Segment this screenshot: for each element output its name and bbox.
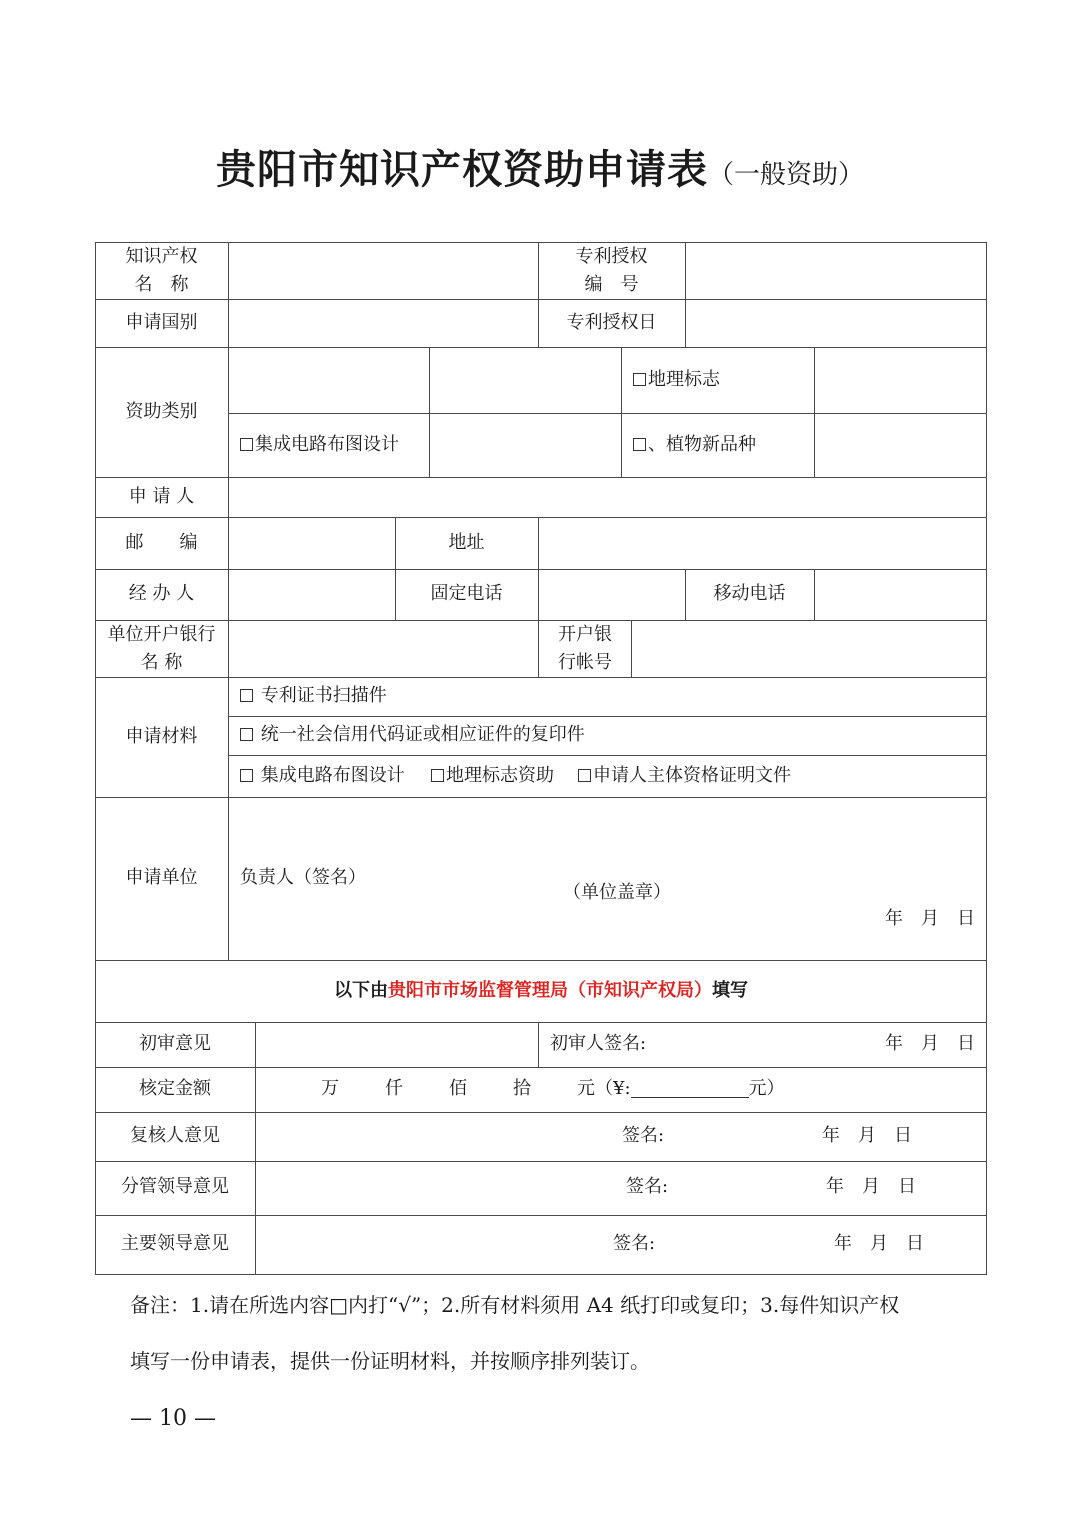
checkbox-icon[interactable] <box>240 689 253 702</box>
unit-label: 申请单位 <box>125 867 198 888</box>
checkbox-icon[interactable] <box>431 769 444 782</box>
mobile-field[interactable] <box>815 570 986 619</box>
amount-yuan-figure: 元（¥: 元） <box>577 1078 785 1099</box>
country-label: 申请国别 <box>125 312 198 333</box>
unit-date: 年 月 日 <box>885 908 975 929</box>
initial-date: 年 月 日 <box>885 1033 975 1054</box>
deputy-leader-label: 分管领导意见 <box>121 1176 229 1197</box>
patent-number-field[interactable] <box>686 243 986 298</box>
grant-date-label: 专利授权日 <box>566 312 657 333</box>
chief-leader-sign[interactable]: 签名: <box>613 1233 656 1254</box>
address-field[interactable] <box>539 518 986 568</box>
note-line-1: 备注：1.请在所选内容□内打“√”；2.所有材料须用 A4 纸打印或复印；3.每件知识产权 <box>130 1293 900 1317</box>
applicant-field[interactable] <box>229 478 986 516</box>
material-ic-design[interactable]: 集成电路布图设计 <box>240 762 405 790</box>
checkbox-icon[interactable] <box>633 373 646 386</box>
funding-type-label: 资助类别 <box>125 401 198 422</box>
initial-signer-label: 初审人签名: <box>550 1033 647 1054</box>
ip-name-field[interactable] <box>229 243 537 298</box>
material-qualification[interactable]: 申请人主体资格证明文件 <box>578 762 791 790</box>
amount-unit-shi: 拾 <box>513 1078 531 1099</box>
checkbox-icon[interactable] <box>633 438 646 451</box>
application-form-table <box>95 242 987 1275</box>
amount-unit-bai: 佰 <box>449 1078 467 1099</box>
form-title <box>0 138 1080 195</box>
postcode-field[interactable] <box>229 518 394 568</box>
bank-account-label: 开户银 行帐号 <box>558 623 612 673</box>
postcode-label: 邮 编 <box>125 532 198 553</box>
bank-name-field[interactable] <box>229 621 537 676</box>
deputy-leader-sign[interactable]: 签名: <box>626 1176 669 1197</box>
material-geo-indication[interactable]: 地理标志资助 <box>431 762 554 790</box>
funding-option-ic[interactable]: 集成电路布图设计 <box>240 431 399 459</box>
reviewer-date: 年 月 日 <box>822 1125 912 1146</box>
grant-date-field[interactable] <box>686 300 986 346</box>
amount-input[interactable] <box>631 1077 749 1098</box>
unit-seal: （单位盖章） <box>563 882 671 903</box>
amount-unit-qian: 仟 <box>385 1078 403 1099</box>
mobile-label: 移动电话 <box>713 583 786 604</box>
chief-leader-date: 年 月 日 <box>834 1233 924 1254</box>
country-field[interactable] <box>229 300 537 346</box>
checkbox-icon[interactable] <box>240 438 253 451</box>
bank-name-label: 单位开户银行 名 称 <box>107 623 216 673</box>
material-patent-scan[interactable]: 专利证书扫描件 <box>240 682 387 710</box>
patent-number-label: 专利授权 编 号 <box>575 245 648 295</box>
title-sub: （一般资助） <box>707 160 864 190</box>
title-main: 贵阳市知识产权资助申请表 <box>215 146 708 193</box>
landline-field[interactable] <box>539 570 684 619</box>
chief-leader-label: 主要领导意见 <box>121 1233 229 1254</box>
initial-opinion-label: 初审意见 <box>139 1033 211 1054</box>
amount-label: 核定金额 <box>139 1078 211 1099</box>
funding-option-plant[interactable]: 、植物新品种 <box>633 431 756 459</box>
handler-label: 经 办 人 <box>128 583 195 604</box>
amount-unit-wan: 万 <box>321 1078 339 1099</box>
reviewer-sign[interactable]: 签名: <box>622 1125 665 1146</box>
page-number: — 10 — <box>130 1406 216 1431</box>
handler-field[interactable] <box>229 570 394 619</box>
landline-label: 固定电话 <box>430 583 503 604</box>
ip-name-label: 知识产权 名 称 <box>125 245 198 295</box>
address-label: 地址 <box>448 532 485 553</box>
checkbox-icon[interactable] <box>240 769 253 782</box>
deputy-leader-date: 年 月 日 <box>826 1176 916 1197</box>
material-credit-code[interactable]: 统一社会信用代码证或相应证件的复印件 <box>240 721 585 749</box>
office-use-banner: 以下由贵阳市市场监督管理局（市知识产权局）填写 <box>334 980 748 1001</box>
checkbox-icon[interactable] <box>240 728 253 741</box>
initial-opinion-field[interactable] <box>256 1023 537 1066</box>
bank-account-field[interactable] <box>632 621 986 676</box>
reviewer-label: 复核人意见 <box>130 1125 220 1146</box>
funding-option-geo[interactable]: 地理标志 <box>633 366 720 394</box>
leader-signature[interactable]: 负责人（签名） <box>240 867 366 888</box>
materials-label: 申请材料 <box>125 726 198 747</box>
note-line-2: 填写一份申请表，提供一份证明材料，并按顺序排列装订。 <box>130 1349 650 1373</box>
applicant-label: 申 请 人 <box>128 486 195 507</box>
checkbox-icon[interactable] <box>578 769 591 782</box>
